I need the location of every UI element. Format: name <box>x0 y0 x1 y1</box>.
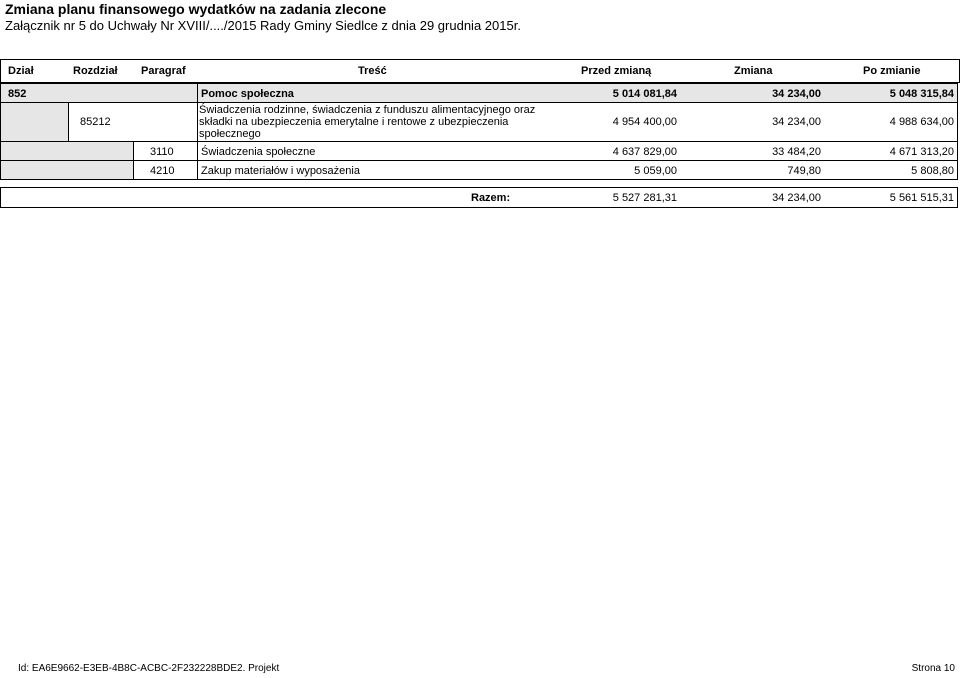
chapter-tresc <box>199 104 535 140</box>
footer-id: Id: EA6E9662-E3EB-4B8C-ACBC-2F232228BDE2. Projekt <box>18 663 280 674</box>
item-przed: 4 637 829,00 <box>612 146 677 158</box>
item-paragraf: 4210 <box>150 165 175 177</box>
header-zmiana: Zmiana <box>734 65 773 77</box>
header-paragraf: Paragraf <box>141 65 186 77</box>
section-tresc: Pomoc społeczna <box>201 88 294 100</box>
section-po: 5 048 315,84 <box>889 88 954 100</box>
chapter-row <box>0 102 958 142</box>
item-przed: 5 059,00 <box>634 165 677 177</box>
section-dzial: 852 <box>8 88 27 100</box>
item-zmiana: 33 484,20 <box>772 146 821 158</box>
chapter-tresc-line3: społecznego <box>199 128 261 140</box>
total-label: Razem: <box>471 192 511 204</box>
total-po: 5 561 515,31 <box>889 192 954 204</box>
header-tresc: Treść <box>358 65 387 77</box>
section-zmiana: 34 234,00 <box>772 88 821 100</box>
chapter-rozdzial: 85212 <box>80 116 111 128</box>
section-przed: 5 014 081,84 <box>612 88 677 100</box>
chapter-tresc-line1: Świadczenia rodzinne, świadczenia z funduszu alimentacyjnego oraz <box>199 104 536 116</box>
header-przed: Przed zmianą <box>581 65 652 77</box>
header-po: Po zmianie <box>863 65 921 77</box>
table-row <box>0 160 958 180</box>
chapter-po: 4 988 634,00 <box>889 116 954 128</box>
item-po: 4 671 313,20 <box>889 146 954 158</box>
header-dzial: Dział <box>8 65 34 77</box>
item-paragraf: 3110 <box>150 146 174 158</box>
total-row <box>0 187 958 208</box>
total-zmiana: 34 234,00 <box>772 192 821 204</box>
table-header <box>0 59 960 83</box>
header-rozdzial: Rozdział <box>73 65 118 77</box>
item-zmiana: 749,80 <box>787 165 821 177</box>
chapter-tresc-line2: składki na ubezpieczenia emerytalne i rentowe z ubezpieczenia <box>199 116 509 128</box>
document-title: Zmiana planu finansowego wydatków na zadania zlecone <box>5 1 387 17</box>
total-przed: 5 527 281,31 <box>612 192 677 204</box>
chapter-przed: 4 954 400,00 <box>612 116 677 128</box>
chapter-zmiana: 34 234,00 <box>772 116 821 128</box>
table-row <box>0 141 958 161</box>
item-tresc: Świadczenia społeczne <box>201 146 316 158</box>
section-row <box>0 83 958 103</box>
footer-page: Strona 10 <box>911 663 955 674</box>
item-po: 5 808,80 <box>911 165 954 177</box>
document-subtitle: Załącznik nr 5 do Uchwały Nr XVIII/..../2015 Rady Gminy Siedlce z dnia 29 grudnia 2015r. <box>5 18 521 33</box>
item-tresc: Zakup materiałów i wyposażenia <box>201 165 360 177</box>
